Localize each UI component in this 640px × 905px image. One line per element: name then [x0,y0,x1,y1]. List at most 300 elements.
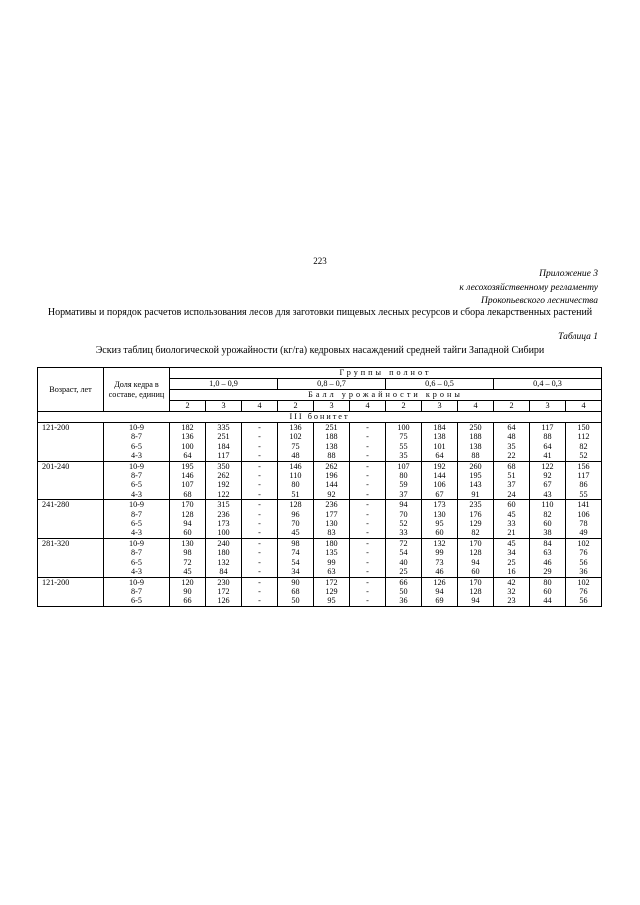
value-cell: 188 [458,432,494,441]
appendix-forestry: Прокопьевского лесничества [480,296,598,306]
value-cell: 128 [170,510,206,519]
value-cell: 240 [206,538,242,548]
value-cell: 90 [278,577,314,587]
age-cell [38,567,104,577]
value-cell: - [242,500,278,510]
value-cell: 101 [422,442,458,451]
header-score-cell: 3 [422,401,458,412]
value-cell: - [350,500,386,510]
value-cell: - [242,577,278,587]
value-cell: 50 [278,596,314,606]
share-cell: 10-9 [104,538,170,548]
value-cell: 177 [314,510,350,519]
value-cell: 122 [206,490,242,500]
value-cell: 135 [314,548,350,557]
header-score-cell: 3 [206,401,242,412]
value-cell: 95 [422,519,458,528]
value-cell: 176 [458,510,494,519]
value-cell: 98 [278,538,314,548]
value-cell: 192 [422,461,458,471]
value-cell: 56 [566,596,602,606]
value-cell: 60 [422,528,458,538]
header-density-groups: Группы полнот [170,368,602,379]
value-cell: 136 [170,432,206,441]
value-cell: - [350,519,386,528]
appendix-reference: к лесохозяйственному регламенту [459,283,598,293]
value-cell: 173 [422,500,458,510]
value-cell: 107 [386,461,422,471]
value-cell: 132 [422,538,458,548]
table-row [38,548,602,557]
value-cell: 110 [278,471,314,480]
value-cell: 94 [170,519,206,528]
value-cell: 22 [494,451,530,461]
value-cell: 129 [314,587,350,596]
value-cell: 46 [422,567,458,577]
value-cell: 112 [566,432,602,441]
header-group: 0,4 – 0,3 [494,379,602,390]
table-row [38,461,602,471]
age-cell: 121-200 [38,577,104,587]
value-cell: 82 [458,528,494,538]
value-cell: 84 [206,567,242,577]
value-cell: 100 [386,423,422,433]
value-cell: 60 [530,519,566,528]
share-cell: 6-5 [104,519,170,528]
value-cell: 230 [206,577,242,587]
share-cell: 4-3 [104,528,170,538]
value-cell: 25 [386,567,422,577]
value-cell: 184 [206,442,242,451]
value-cell: 75 [278,442,314,451]
header-score-cell: 4 [242,401,278,412]
value-cell: 128 [458,548,494,557]
table-row [38,480,602,489]
value-cell: 128 [278,500,314,510]
value-cell: 184 [422,423,458,433]
header-age: Возраст, лет [38,368,104,412]
value-cell: 74 [278,548,314,557]
value-cell: 262 [314,461,350,471]
value-cell: - [350,548,386,557]
value-cell: - [350,451,386,461]
share-cell: 10-9 [104,500,170,510]
age-cell: 281-320 [38,538,104,548]
value-cell: 99 [314,558,350,567]
age-cell [38,471,104,480]
value-cell: 86 [566,480,602,489]
value-cell: 195 [458,471,494,480]
value-cell: - [350,596,386,606]
value-cell: 315 [206,500,242,510]
header-score: Балл урожайности кроны [170,390,602,401]
value-cell: 48 [278,451,314,461]
age-cell: 121-200 [38,423,104,433]
value-cell: 80 [530,577,566,587]
value-cell: 38 [530,528,566,538]
share-cell: 6-5 [104,558,170,567]
value-cell: 41 [530,451,566,461]
share-cell: 8-7 [104,548,170,557]
value-cell: 60 [458,567,494,577]
value-cell: 60 [494,500,530,510]
share-cell: 10-9 [104,423,170,433]
value-cell: - [350,423,386,433]
value-cell: 143 [458,480,494,489]
value-cell: 32 [494,587,530,596]
value-cell: - [242,490,278,500]
value-cell: 91 [458,490,494,500]
value-cell: - [242,480,278,489]
share-cell: 4-3 [104,490,170,500]
value-cell: - [242,461,278,471]
value-cell: 37 [494,480,530,489]
table-row [38,432,602,441]
share-cell: 4-3 [104,567,170,577]
value-cell: 88 [530,432,566,441]
value-cell: 95 [314,596,350,606]
value-cell: 120 [170,577,206,587]
table-row [38,510,602,519]
value-cell: 88 [458,451,494,461]
value-cell: 126 [206,596,242,606]
value-cell: 70 [278,519,314,528]
value-cell: 60 [170,528,206,538]
value-cell: 37 [386,490,422,500]
value-cell: 100 [170,442,206,451]
value-cell: - [350,558,386,567]
value-cell: 72 [386,538,422,548]
value-cell: 33 [386,528,422,538]
value-cell: 36 [566,567,602,577]
value-cell: - [242,538,278,548]
value-cell: 173 [206,519,242,528]
header-score-cell: 2 [386,401,422,412]
value-cell: 236 [206,510,242,519]
value-cell: 68 [170,490,206,500]
table-row [38,558,602,567]
value-cell: 94 [386,500,422,510]
value-cell: 94 [422,587,458,596]
value-cell: - [242,596,278,606]
value-cell: 156 [566,461,602,471]
value-cell: 88 [314,451,350,461]
value-cell: - [242,548,278,557]
header-share: Доля кедра в составе, единиц [104,368,170,412]
value-cell: 55 [566,490,602,500]
value-cell: 90 [170,587,206,596]
header-group: 0,8 – 0,7 [278,379,386,390]
value-cell: 110 [530,500,566,510]
value-cell: 235 [458,500,494,510]
value-cell: 96 [278,510,314,519]
value-cell: 55 [386,442,422,451]
value-cell: 68 [278,587,314,596]
value-cell: 33 [494,519,530,528]
value-cell: 136 [278,423,314,433]
header-group: 1,0 – 0,9 [170,379,278,390]
value-cell: 92 [314,490,350,500]
value-cell: 170 [458,577,494,587]
age-cell [38,558,104,567]
value-cell: 146 [170,471,206,480]
value-cell: 117 [566,471,602,480]
value-cell: 45 [170,567,206,577]
table-row [38,490,602,500]
value-cell: 192 [206,480,242,489]
value-cell: 100 [206,528,242,538]
value-cell: 98 [170,548,206,557]
value-cell: 250 [458,423,494,433]
share-cell: 10-9 [104,461,170,471]
value-cell: 68 [494,461,530,471]
value-cell: - [242,558,278,567]
age-cell [38,480,104,489]
value-cell: 262 [206,471,242,480]
value-cell: - [242,471,278,480]
value-cell: 63 [530,548,566,557]
value-cell: 144 [314,480,350,489]
value-cell: 99 [422,548,458,557]
value-cell: 350 [206,461,242,471]
value-cell: 196 [314,471,350,480]
value-cell: 45 [494,510,530,519]
value-cell: - [242,528,278,538]
value-cell: 54 [278,558,314,567]
document-heading: Нормативы и порядок расчетов использования лесов для заготовки пищевых лесных ресурсов и сбора лекарственных растений [47,307,593,318]
value-cell: 94 [458,558,494,567]
value-cell: 51 [494,471,530,480]
value-cell: - [350,461,386,471]
value-cell: 80 [386,471,422,480]
table-caption: Эскиз таблиц биологической урожайности (кг/га) кедровых насаждений средней тайги Западной Сибири [95,345,545,356]
value-cell: 75 [386,432,422,441]
table-row [38,577,602,587]
value-cell: 46 [530,558,566,567]
value-cell: - [242,451,278,461]
value-cell: 64 [422,451,458,461]
value-cell: 23 [494,596,530,606]
value-cell: 251 [206,432,242,441]
value-cell: 66 [386,577,422,587]
age-cell [38,548,104,557]
value-cell: 102 [278,432,314,441]
age-cell [38,587,104,596]
share-cell: 10-9 [104,577,170,587]
value-cell: 76 [566,587,602,596]
table-row [38,519,602,528]
value-cell: 150 [566,423,602,433]
value-cell: 52 [566,451,602,461]
table-row [38,538,602,548]
age-cell [38,510,104,519]
value-cell: 56 [566,558,602,567]
value-cell: 84 [530,538,566,548]
bonitet-row: III бонитет [38,412,602,423]
value-cell: 130 [422,510,458,519]
value-cell: 180 [206,548,242,557]
value-cell: 40 [386,558,422,567]
age-cell: 201-240 [38,461,104,471]
table-row [38,500,602,510]
table-row [38,442,602,451]
share-cell: 8-7 [104,510,170,519]
value-cell: - [242,432,278,441]
value-cell: 60 [530,587,566,596]
value-cell: 34 [494,548,530,557]
value-cell: - [242,510,278,519]
value-cell: - [242,587,278,596]
value-cell: 64 [170,451,206,461]
value-cell: - [350,471,386,480]
value-cell: 72 [170,558,206,567]
value-cell: 182 [170,423,206,433]
value-cell: 138 [422,432,458,441]
value-cell: - [350,510,386,519]
value-cell: - [350,432,386,441]
value-cell: 35 [386,451,422,461]
value-cell: 106 [422,480,458,489]
value-cell: 29 [530,567,566,577]
value-cell: 69 [422,596,458,606]
value-cell: 67 [530,480,566,489]
value-cell: 251 [314,423,350,433]
value-cell: 92 [530,471,566,480]
value-cell: 35 [494,442,530,451]
value-cell: 107 [170,480,206,489]
header-score-cell: 3 [530,401,566,412]
age-cell [38,519,104,528]
value-cell: 36 [386,596,422,606]
value-cell: 59 [386,480,422,489]
value-cell: 21 [494,528,530,538]
value-cell: 117 [206,451,242,461]
value-cell: 43 [530,490,566,500]
age-cell [38,442,104,451]
value-cell: 102 [566,538,602,548]
value-cell: 49 [566,528,602,538]
value-cell: 126 [422,577,458,587]
share-cell: 6-5 [104,480,170,489]
value-cell: 170 [458,538,494,548]
value-cell: 78 [566,519,602,528]
value-cell: - [242,442,278,451]
value-cell: 70 [386,510,422,519]
value-cell: - [350,538,386,548]
age-cell [38,490,104,500]
value-cell: - [350,587,386,596]
value-cell: - [242,423,278,433]
value-cell: - [350,442,386,451]
header-score-cell: 2 [278,401,314,412]
value-cell: - [350,480,386,489]
header-score-cell: 4 [458,401,494,412]
age-cell: 241-280 [38,500,104,510]
age-cell [38,432,104,441]
age-cell [38,451,104,461]
header-score-cell: 4 [566,401,602,412]
value-cell: 195 [170,461,206,471]
header-group: 0,6 – 0,5 [386,379,494,390]
value-cell: 106 [566,510,602,519]
value-cell: 170 [170,500,206,510]
value-cell: 67 [422,490,458,500]
header-score-cell: 2 [494,401,530,412]
value-cell: 48 [494,432,530,441]
value-cell: 52 [386,519,422,528]
value-cell: 16 [494,567,530,577]
value-cell: 64 [530,442,566,451]
header-score-cell: 2 [170,401,206,412]
share-cell: 8-7 [104,432,170,441]
value-cell: 63 [314,567,350,577]
value-cell: 83 [314,528,350,538]
value-cell: 45 [494,538,530,548]
value-cell: - [350,567,386,577]
value-cell: 25 [494,558,530,567]
value-cell: 76 [566,548,602,557]
value-cell: 130 [314,519,350,528]
table-row [38,423,602,433]
value-cell: - [350,577,386,587]
value-cell: 138 [458,442,494,451]
value-cell: 117 [530,423,566,433]
value-cell: 130 [170,538,206,548]
header-score-cell: 3 [314,401,350,412]
value-cell: 132 [206,558,242,567]
value-cell: 94 [458,596,494,606]
value-cell: 80 [278,480,314,489]
value-cell: 122 [530,461,566,471]
value-cell: 172 [206,587,242,596]
value-cell: 24 [494,490,530,500]
value-cell: - [350,490,386,500]
share-cell: 6-5 [104,596,170,606]
value-cell: 188 [314,432,350,441]
value-cell: 141 [566,500,602,510]
value-cell: 44 [530,596,566,606]
value-cell: 146 [278,461,314,471]
value-cell: 45 [278,528,314,538]
value-cell: 34 [278,567,314,577]
value-cell: 138 [314,442,350,451]
table-row [38,567,602,577]
value-cell: 144 [422,471,458,480]
value-cell: 236 [314,500,350,510]
share-cell: 4-3 [104,451,170,461]
table-row [38,528,602,538]
table-row [38,587,602,596]
yield-table [37,367,602,607]
value-cell: - [350,528,386,538]
value-cell: 129 [458,519,494,528]
age-cell [38,596,104,606]
table-row [38,596,602,606]
value-cell: 82 [566,442,602,451]
value-cell: 82 [530,510,566,519]
value-cell: 66 [170,596,206,606]
value-cell: 102 [566,577,602,587]
table-label: Таблица 1 [558,332,598,342]
share-cell: 6-5 [104,442,170,451]
value-cell: 54 [386,548,422,557]
value-cell: 180 [314,538,350,548]
value-cell: 42 [494,577,530,587]
value-cell: 128 [458,587,494,596]
value-cell: 172 [314,577,350,587]
share-cell: 8-7 [104,471,170,480]
header-score-cell: 4 [350,401,386,412]
